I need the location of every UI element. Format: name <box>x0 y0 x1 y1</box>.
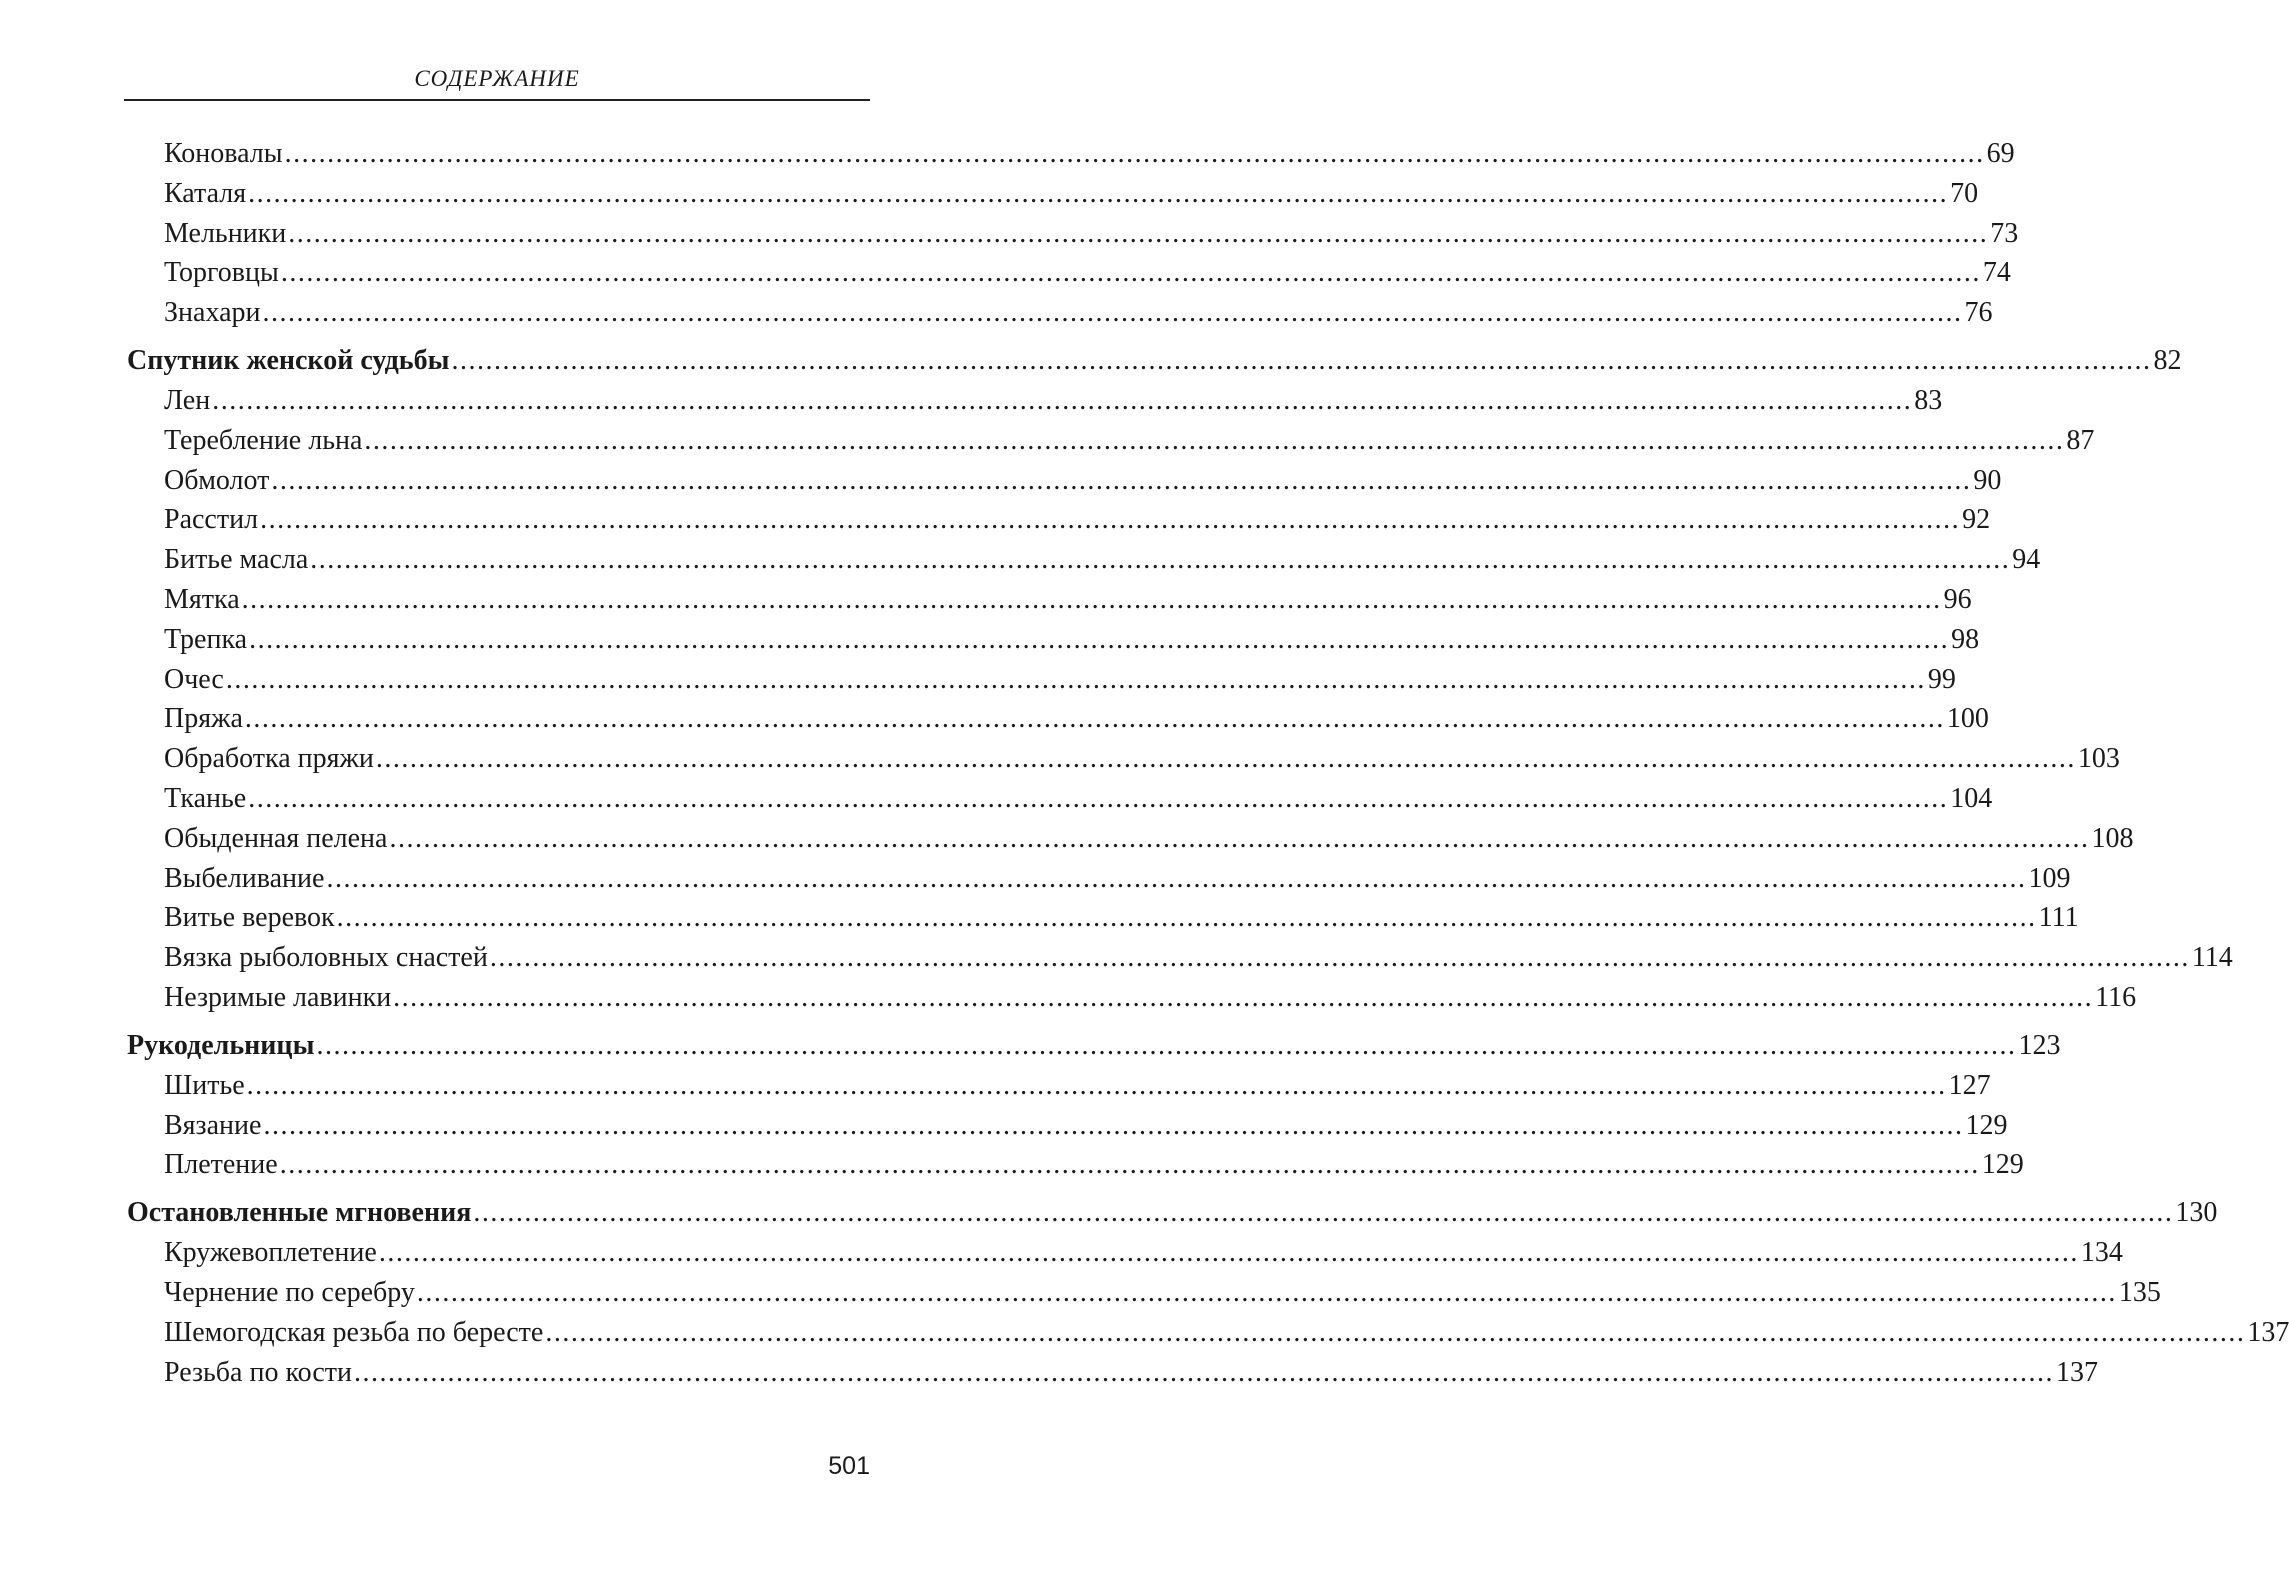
toc-leader-dots: ........................................................................................................................................................................................................ <box>260 504 1961 536</box>
toc-leader-dots: ........................................................................................................................................................................................................ <box>316 1029 2017 1061</box>
toc-section-title: Остановленные мгновения <box>127 1197 472 1229</box>
toc-leader-dots: ........................................................................................................................................................................................................ <box>364 424 2065 456</box>
toc-entry[interactable] <box>164 1273 2161 1313</box>
toc-leader-dots: ........................................................................................................................................................................................................ <box>249 623 1950 655</box>
toc-entry[interactable] <box>164 779 1993 819</box>
toc-entry[interactable] <box>164 1066 1991 1106</box>
toc-entry[interactable] <box>164 1233 2123 1273</box>
toc-section-entry[interactable] <box>127 340 2182 381</box>
toc-entry-page: 96 <box>1943 583 1972 615</box>
toc-entry-title: Вязка рыболовных снастей <box>164 942 488 974</box>
toc-leader-dots: ........................................................................................................................................................................................................ <box>280 257 1981 289</box>
toc-entry-page: 83 <box>1914 384 1943 416</box>
toc-leader-dots: ........................................................................................................................................................................................................ <box>279 1149 1980 1181</box>
toc-leader-dots: ........................................................................................................................................................................................................ <box>416 1276 2117 1308</box>
toc-leader-dots: ........................................................................................................................................................................................................ <box>326 862 2027 894</box>
toc-section-entry[interactable] <box>127 1025 2061 1066</box>
toc-entry-page: 116 <box>2095 981 2137 1013</box>
toc-entry-page: 104 <box>1950 782 1993 814</box>
toc-entry-title: Кружевоплетение <box>164 1237 377 1269</box>
toc-entry-title: Обработка пряжи <box>164 743 374 775</box>
toc-leader-dots: ........................................................................................................................................................................................................ <box>489 942 2190 974</box>
toc-leader-dots: ........................................................................................................................................................................................................ <box>248 177 1949 209</box>
toc-leader-dots: ........................................................................................................................................................................................................ <box>375 743 2076 775</box>
toc-entry-title: Знахари <box>164 297 261 329</box>
toc-entry[interactable] <box>164 421 2095 461</box>
toc-entry-title: Обыденная пелена <box>164 822 388 854</box>
toc-entry-page: 137 <box>2056 1356 2098 1388</box>
toc-entry-title: Торговцы <box>164 257 279 289</box>
toc-leader-dots: ........................................................................................................................................................................................................ <box>354 1356 2054 1388</box>
toc-entry[interactable] <box>164 660 1956 700</box>
toc-entry[interactable] <box>164 898 2079 938</box>
toc-entry-page: 92 <box>1962 504 1991 536</box>
toc-entry-title: Пряжа <box>164 703 243 735</box>
toc-entry-page: 123 <box>2018 1029 2061 1061</box>
toc-entry-page: 129 <box>1981 1149 2024 1181</box>
toc-entry-page: 82 <box>2153 344 2182 376</box>
toc-entry-page: 135 <box>2118 1276 2161 1308</box>
toc-entry[interactable] <box>164 580 1972 620</box>
toc-leader-dots: ........................................................................................................................................................................................................ <box>212 384 1913 416</box>
toc-entry-page: 90 <box>1973 464 2002 496</box>
toc-entry-page: 69 <box>1986 138 2015 169</box>
toc-entry[interactable] <box>164 540 2041 580</box>
toc-leader-dots: ........................................................................................................................................................................................................ <box>225 663 1926 695</box>
toc-entry[interactable] <box>164 214 2019 254</box>
toc-leader-dots: ........................................................................................................................................................................................................ <box>310 544 2011 576</box>
toc-entry-page: 111 <box>2038 902 2079 934</box>
toc-entry-title: Шемогодская резьба по бересте <box>164 1316 544 1348</box>
toc-entry[interactable] <box>164 500 1991 540</box>
toc-entry-page: 134 <box>2080 1237 2123 1269</box>
running-head-title: СОДЕРЖАНИЕ <box>414 66 580 91</box>
toc-leader-dots: ........................................................................................................................................................................................................ <box>244 703 1945 735</box>
toc-leader-dots: ........................................................................................................................................................................................................ <box>241 583 1942 615</box>
toc-leader-dots: ........................................................................................................................................................................................................ <box>262 297 1963 329</box>
toc-leader-dots: ........................................................................................................................................................................................................ <box>378 1237 2079 1269</box>
toc-section-entry[interactable] <box>127 1192 2218 1233</box>
page-number: 501 <box>828 1452 870 1480</box>
toc-entry-title: Обмолот <box>164 464 270 496</box>
table-of-contents <box>0 134 2289 1392</box>
toc-leader-dots: ........................................................................................................................................................................................................ <box>336 902 2037 934</box>
toc-leader-dots: ........................................................................................................................................................................................................ <box>271 464 1972 496</box>
toc-leader-dots: ........................................................................................................................................................................................................ <box>473 1197 2174 1229</box>
toc-entry[interactable] <box>164 134 2015 174</box>
toc-entry[interactable] <box>164 859 2071 899</box>
toc-entry-title: Битье масла <box>164 544 309 576</box>
toc-leader-dots: ........................................................................................................................................................................................................ <box>248 782 1949 814</box>
toc-entry-title: Расстил <box>164 504 259 536</box>
toc-entry-title: Шитье <box>164 1069 245 1101</box>
toc-entry-page: 130 <box>2175 1197 2218 1229</box>
toc-section-title: Спутник женской судьбы <box>127 344 450 376</box>
toc-entry-title: Каталя <box>164 177 247 209</box>
header-rule <box>124 99 870 101</box>
toc-entry[interactable] <box>164 739 2120 779</box>
toc-leader-dots: ........................................................................................................................................................................................................ <box>246 1069 1947 1101</box>
toc-entry-title: Плетение <box>164 1149 278 1181</box>
toc-entry[interactable] <box>164 461 2002 501</box>
toc-entry-page: 108 <box>2091 822 2134 854</box>
toc-section-title: Рукодельницы <box>127 1029 315 1061</box>
toc-leader-dots: ........................................................................................................................................................................................................ <box>389 822 2090 854</box>
toc-entry-title: Коновалы <box>164 138 283 169</box>
toc-entry[interactable] <box>164 1313 2289 1353</box>
toc-entry[interactable] <box>164 1145 2024 1185</box>
toc-entry[interactable] <box>164 620 1980 660</box>
toc-entry-page: 73 <box>1990 217 2019 249</box>
toc-entry-title: Трепка <box>164 623 248 655</box>
toc-leader-dots: ........................................................................................................................................................................................................ <box>288 217 1989 249</box>
toc-entry-page: 94 <box>2012 544 2041 576</box>
toc-entry-page: 99 <box>1927 663 1956 695</box>
toc-entry[interactable] <box>164 938 2233 978</box>
toc-entry-title: Витье веревок <box>164 902 335 934</box>
toc-entry-page: 70 <box>1950 177 1979 209</box>
toc-leader-dots: ........................................................................................................................................................................................................ <box>284 138 1985 169</box>
toc-leader-dots: ........................................................................................................................................................................................................ <box>451 344 2152 376</box>
toc-leader-dots: ........................................................................................................................................................................................................ <box>545 1316 2246 1348</box>
toc-entry[interactable] <box>164 1353 2098 1393</box>
toc-entry-page: 76 <box>1964 297 1993 329</box>
toc-entry-title: Теребление льна <box>164 424 363 456</box>
toc-entry[interactable] <box>164 253 2011 293</box>
toc-entry-title: Мятка <box>164 583 240 615</box>
toc-entry[interactable] <box>164 381 1943 421</box>
toc-entry-title: Чернение по серебру <box>164 1276 415 1308</box>
toc-entry-title: Выбеливание <box>164 862 325 894</box>
toc-entry-page: 87 <box>2066 424 2095 456</box>
toc-entry[interactable] <box>164 699 1989 739</box>
toc-entry-page: 98 <box>1951 623 1980 655</box>
toc-entry-page: 74 <box>1982 257 2011 289</box>
toc-entry-title: Тканье <box>164 782 247 814</box>
toc-entry-page: 127 <box>1948 1069 1991 1101</box>
toc-entry[interactable] <box>164 819 2134 859</box>
toc-entry[interactable] <box>164 293 1993 333</box>
toc-entry-page: 109 <box>2028 862 2071 894</box>
toc-entry-page: 103 <box>2077 743 2120 775</box>
toc-entry-title: Незримые лавинки <box>164 981 392 1013</box>
toc-entry[interactable] <box>164 174 1979 214</box>
toc-entry-page: 129 <box>1965 1109 2008 1141</box>
toc-entry-title: Очес <box>164 663 224 695</box>
toc-leader-dots: ........................................................................................................................................................................................................ <box>263 1109 1964 1141</box>
toc-entry-page: 114 <box>2191 942 2233 974</box>
toc-leader-dots: ........................................................................................................................................................................................................ <box>393 981 2094 1013</box>
toc-entry[interactable] <box>164 978 2137 1018</box>
toc-entry-title: Резьба по кости <box>164 1356 352 1388</box>
toc-entry-title: Мельники <box>164 217 287 249</box>
toc-entry-title: Вязание <box>164 1109 262 1141</box>
toc-entry-page: 137 <box>2247 1316 2289 1348</box>
toc-entry[interactable] <box>164 1106 2008 1146</box>
toc-entry-page: 100 <box>1946 703 1989 735</box>
toc-entry-title: Лен <box>164 384 211 416</box>
